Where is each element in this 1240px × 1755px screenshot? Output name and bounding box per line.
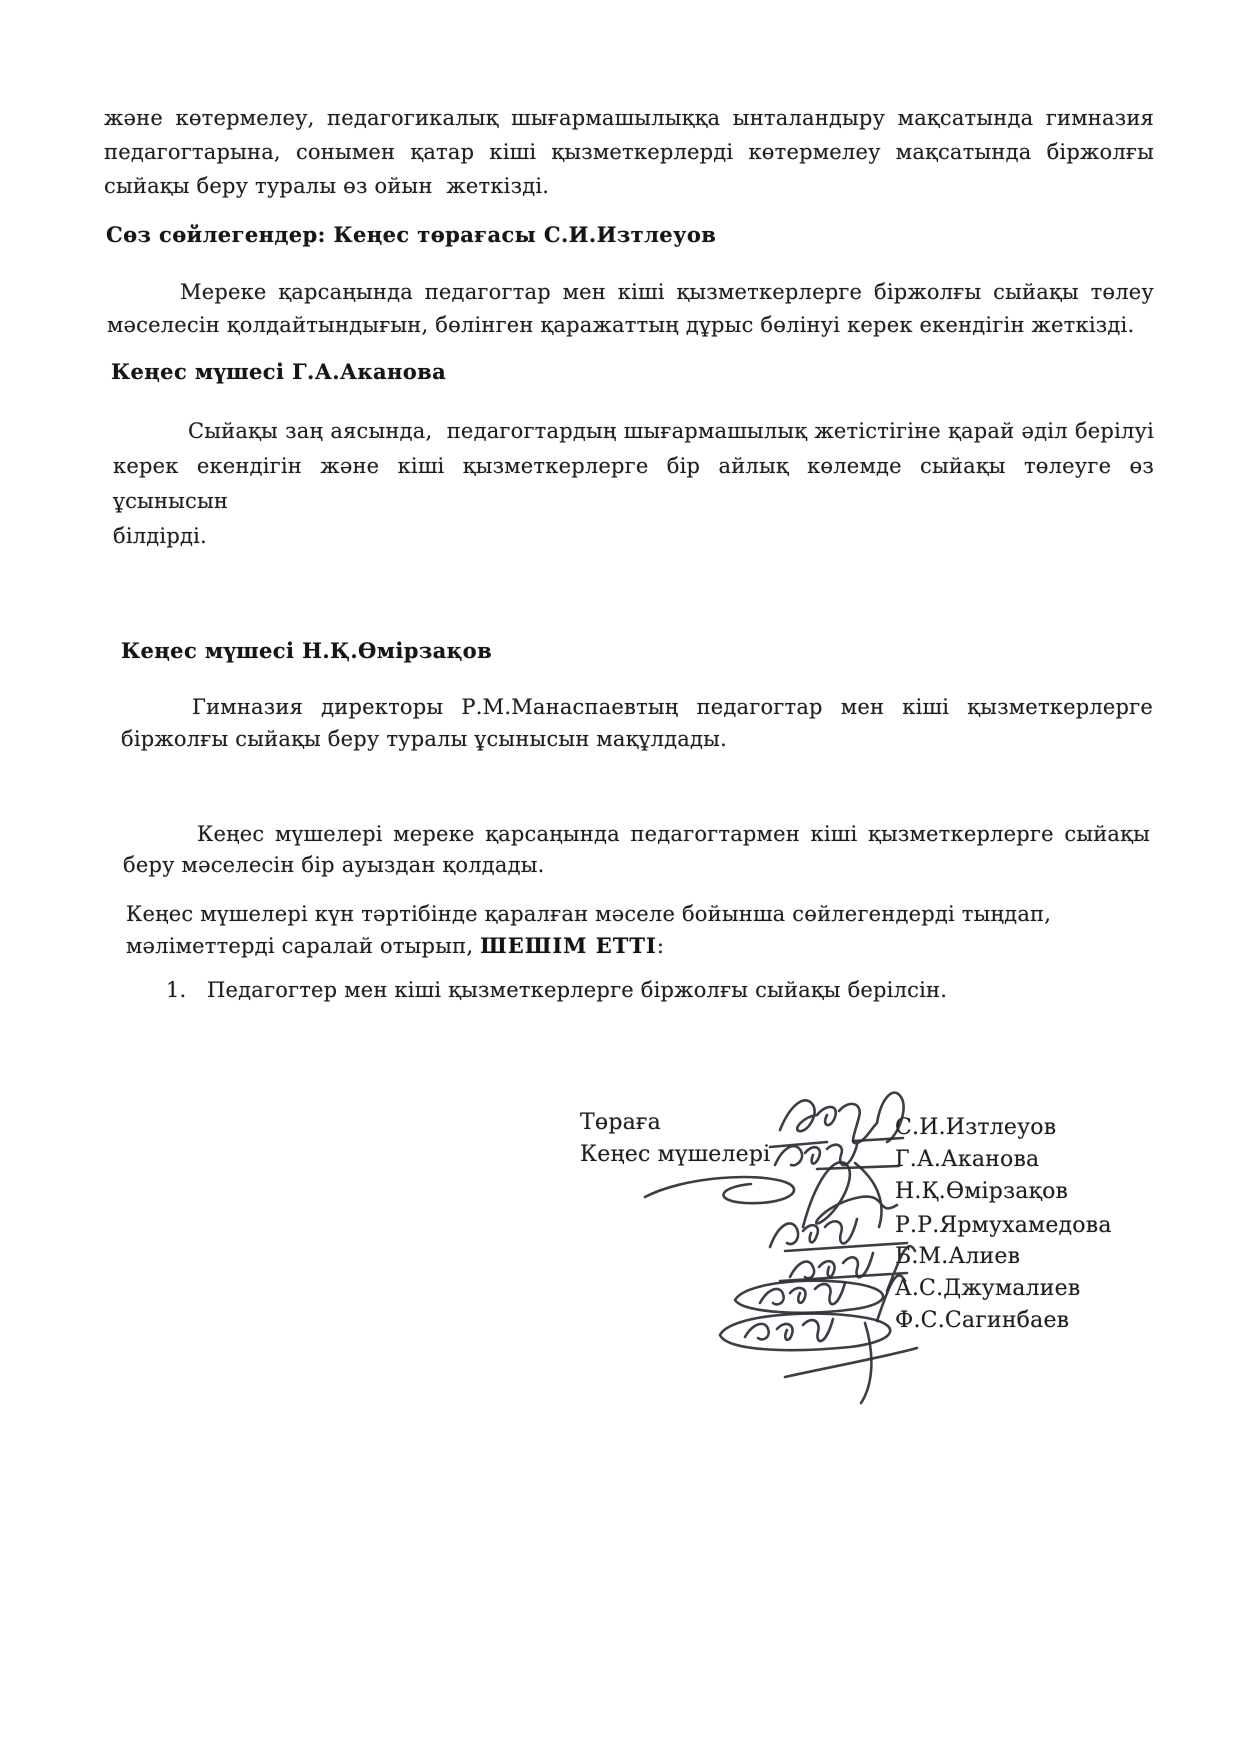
signatory-name: Н.Қ.Өмірзақов	[895, 1179, 1069, 1204]
resolution-item-number: 1.	[166, 978, 187, 1002]
signature-omirzakov-loop	[645, 1177, 794, 1203]
signature-saginbayev-sweep	[785, 1348, 917, 1377]
signature-label-chair: Төраға	[580, 1110, 661, 1135]
signatory-name: С.И.Изтлеуов	[895, 1115, 1057, 1140]
signature-dzhumaliyev-oval	[735, 1281, 883, 1313]
resolution-item-text: Педагогтер мен кіші қызметкерлерге біржолғы сыйақы берілсін.	[207, 978, 948, 1002]
signature-iztleuov-underline	[853, 1138, 903, 1141]
signatory-name: Б.М.Алиев	[895, 1244, 1021, 1269]
paragraph-akanova	[113, 414, 1154, 554]
resolution-item-1	[166, 978, 947, 1002]
paragraph-omirzakov	[121, 691, 1153, 755]
signature-yarmukhamedova	[770, 1219, 857, 1247]
paragraph-chairman-line: мәселесін қолдайтындығын, бөлінген қаражаттың дұрыс бөлінуі керек екендігін жеткізді.	[107, 313, 1135, 337]
paragraph-decision-intro-line: Кеңес мүшелері күн тәртібінде қаралған мәселе бойынша сөйлегендерді тыңдап,	[126, 902, 1052, 926]
paragraph-akanova-line: Сыйақы заң аясында, педагогтардың шығармашылық жетістігіне қарай әділ берілуі	[188, 419, 1154, 443]
signature-saginbayev-oval	[720, 1314, 890, 1351]
paragraph-decision-intro-line	[126, 930, 1126, 962]
heading-member-omirzakov: Кеңес мүшесі Н.Қ.Өмірзақов	[121, 638, 493, 663]
paragraph-intro-line: және көтермелеу, педагогикалық шығармашылыққа ынталандыру мақсатында гимназия	[104, 106, 1154, 130]
signatory-name: Г.А.Аканова	[895, 1147, 1040, 1172]
heading-member-akanova: Кеңес мүшесі Г.А.Аканова	[111, 359, 447, 384]
signature-yarmukhamedova-underline	[785, 1243, 907, 1251]
signature-aliyev-underline	[780, 1246, 915, 1291]
paragraph-members-support-line: беру мәселесін бір ауыздан қолдады.	[123, 853, 545, 877]
paragraph-members-support	[123, 819, 1150, 881]
signature-saginbayev	[745, 1319, 871, 1403]
paragraph-akanova-line: керек екендігін және кіші қызметкерлерге бір айлық көлемде сыйақы төлеуге өз ұсынысын	[113, 454, 1154, 513]
signature-label-members: Кеңес мүшелері	[580, 1142, 771, 1167]
paragraph-chairman-line: Мереке қарсаңында педагогтар мен кіші қызметкерлерге біржолғы сыйақы төлеу	[180, 280, 1154, 304]
heading-speakers: Сөз сөйлегендер: Кеңес төрағасы С.И.Изтлеуов	[106, 222, 717, 247]
paragraph-members-support-line: Кеңес мүшелері мереке қарсаңында педагогтармен кіші қызметкерлерге сыйақы	[197, 822, 1150, 846]
decision-phrase: ШЕШІМ ЕТТІ	[480, 933, 657, 958]
paragraph-intro-line: педагогтарына, сонымен қатар кіші қызметкерлерді көтермелеу мақсатында біржолғы	[104, 140, 1154, 164]
signatory-name: Ф.С.Сагинбаев	[895, 1308, 1070, 1333]
decision-colon: :	[656, 934, 665, 958]
signature-aliyev	[790, 1253, 873, 1278]
signature-iztleuov	[780, 1093, 904, 1144]
paragraph-intro-line: сыйақы беру туралы өз ойын жеткізді.	[104, 174, 550, 198]
signature-omirzakov	[803, 1162, 897, 1227]
signatures-ink-overlay	[555, 1085, 1115, 1405]
signatory-name: Р.Р.Ярмухамедова	[895, 1213, 1112, 1238]
paragraph-akanova-line: білдірді.	[113, 524, 207, 548]
signatory-name: А.С.Джумалиев	[895, 1276, 1081, 1301]
decision-prefix: мәліметтерді саралай отырып,	[126, 934, 481, 958]
paragraph-chairman	[107, 276, 1154, 342]
paragraph-omirzakov-line: Гимназия директоры Р.М.Манаспаевтың педагогтар мен кіші қызметкерлерге	[192, 695, 1153, 719]
paragraph-decision-intro	[126, 899, 1126, 962]
paragraph-omirzakov-line: біржолғы сыйақы беру туралы ұсынысын мақұлдады.	[121, 727, 727, 751]
paragraph-intro	[104, 101, 1154, 203]
